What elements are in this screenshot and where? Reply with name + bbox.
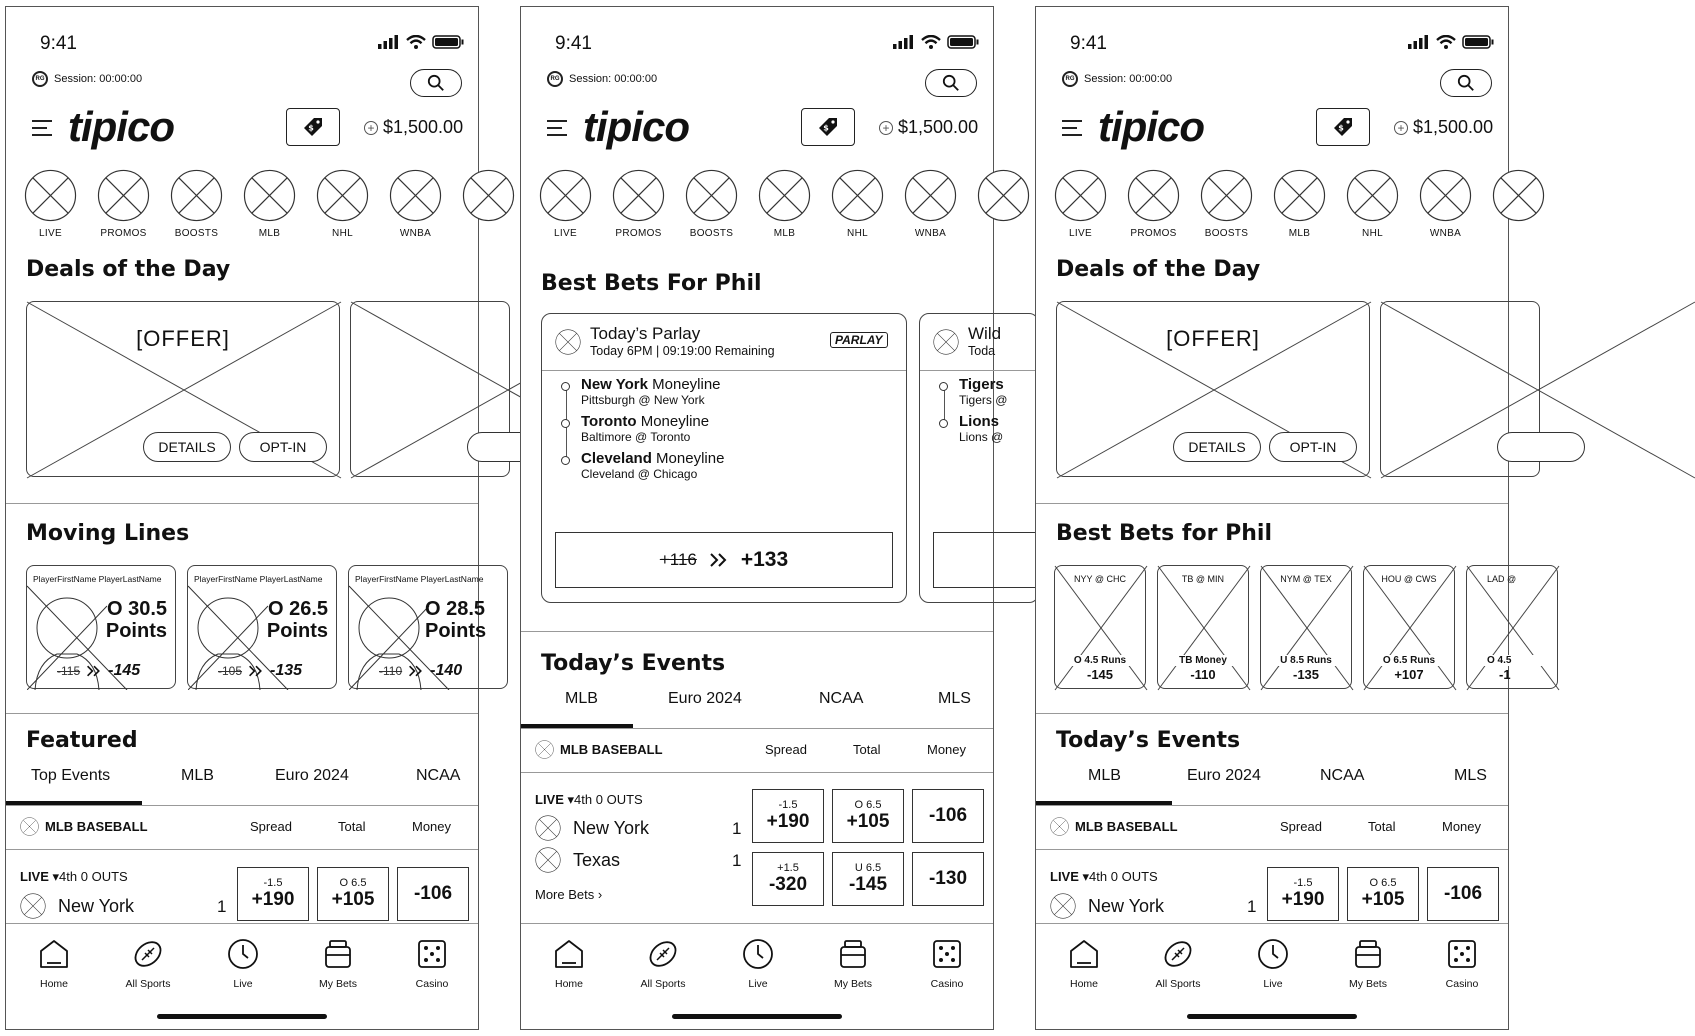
rg-badge-icon: RG	[32, 71, 48, 87]
todays-events-title: Today’s Events	[1056, 728, 1241, 753]
parlay-leg: Toronto Moneyline Baltimore @ Toronto	[561, 413, 724, 444]
menu-icon[interactable]	[1062, 120, 1082, 141]
odds-change: -110 -140	[379, 662, 463, 679]
divider	[1036, 849, 1508, 850]
balance[interactable]	[1394, 117, 1493, 138]
best-bets-title: Best Bets For Phil	[541, 271, 762, 296]
quick-link-nhl[interactable]: NHL	[1346, 169, 1399, 239]
tab-mlb[interactable]: MLB	[181, 767, 214, 784]
placeholder-icon	[612, 169, 665, 222]
wifi-icon	[921, 35, 941, 49]
team-score: 1	[732, 819, 742, 838]
quick-link-wnba[interactable]: WNBA	[389, 169, 442, 239]
clock-icon	[1257, 938, 1289, 970]
league-header: MLB BASEBALL Spread Total Money	[535, 740, 981, 759]
tipico-logo[interactable]: tipico	[583, 103, 689, 150]
placeholder-icon	[389, 169, 442, 222]
wifi-icon	[406, 35, 426, 49]
team-score: 1	[732, 851, 742, 870]
moving-line-card[interactable]	[187, 565, 337, 689]
money-odds-button[interactable]: -106	[1427, 867, 1499, 921]
bottom-nav	[521, 923, 993, 1029]
quick-link-live[interactable]: LIVE	[539, 169, 592, 239]
dice-icon	[931, 938, 963, 970]
col-spread: Spread	[765, 742, 807, 757]
placeholder-icon	[24, 169, 77, 222]
nav-live[interactable]: Live	[1238, 938, 1308, 990]
moving-line-card[interactable]	[26, 565, 176, 689]
parlay-title: Today’s Parlay	[590, 324, 701, 343]
offer-card[interactable]	[1380, 301, 1540, 477]
quick-link-mlb[interactable]: MLB	[243, 169, 296, 239]
player-name: PlayerFirstName PlayerLastName	[33, 574, 162, 584]
live-status: LIVE ▾4th 0 OUTS	[535, 792, 643, 807]
parlay-card[interactable]: Wild Toda Tigers Tigers @ Lions Lions @	[919, 313, 1039, 603]
status-icons	[1408, 35, 1494, 49]
add-funds-icon[interactable]: +	[1394, 121, 1408, 135]
opt-in-button[interactable]: OPT-IN	[239, 432, 327, 462]
tab-mls[interactable]: MLS	[938, 690, 971, 707]
team-logo-icon	[535, 847, 561, 873]
search-icon	[427, 74, 445, 92]
quick-link-wnba[interactable]: WNBA	[1419, 169, 1472, 239]
quick-links	[1054, 169, 1545, 239]
live-status: LIVE ▾4th 0 OUTS	[20, 869, 128, 884]
placeholder-icon	[1127, 169, 1180, 222]
nav-all-sports[interactable]: All Sports	[1143, 938, 1213, 990]
status-icons	[893, 35, 979, 49]
col-money: Money	[1442, 819, 1482, 834]
tag-icon	[1331, 115, 1355, 139]
divider	[6, 849, 478, 850]
home-indicator	[157, 1014, 327, 1019]
home-icon	[1068, 938, 1100, 970]
col-total: Total	[1368, 819, 1396, 834]
signal-icon	[1408, 35, 1430, 49]
offer-card[interactable]	[350, 301, 510, 477]
parlay-icon	[933, 329, 959, 355]
deals-title: Deals of the Day	[1056, 257, 1261, 282]
quick-link-mlb[interactable]: MLB	[758, 169, 811, 239]
best-bet-card[interactable]: NYY @ CHC O 4.5 Runs -145	[1054, 565, 1146, 689]
offer-title: [OFFER]	[1166, 326, 1260, 351]
team-row[interactable]: Texas	[535, 847, 620, 873]
search-button[interactable]	[925, 69, 977, 97]
nav-home[interactable]: Home	[1049, 938, 1119, 990]
quick-link-wnba[interactable]: WNBA	[904, 169, 957, 239]
nav-all-sports[interactable]: All Sports	[113, 938, 183, 990]
quick-link-live[interactable]: LIVE	[24, 169, 77, 239]
phone-screen-home	[5, 6, 487, 1030]
quick-link-more[interactable]	[1492, 169, 1545, 239]
quick-link-boosts[interactable]: BOOSTS	[685, 169, 738, 239]
football-icon	[132, 938, 164, 970]
placeholder-icon	[170, 169, 223, 222]
quick-link-nhl[interactable]: NHL	[316, 169, 369, 239]
quick-link-promos[interactable]: PROMOS	[1127, 169, 1180, 239]
divider	[6, 805, 478, 806]
spread-odds-button[interactable]: -1.5 +190	[1267, 867, 1339, 921]
divider	[920, 370, 1038, 371]
total-odds-button[interactable]: O 6.5 +105	[1347, 867, 1419, 921]
nav-home[interactable]: Home	[534, 938, 604, 990]
best-bet-card[interactable]: LAD @ O 4.5 -1	[1466, 565, 1558, 689]
placeholder-icon	[243, 169, 296, 222]
quick-link-promos[interactable]: PROMOS	[97, 169, 150, 239]
more-bets-link[interactable]: More Bets ›	[535, 887, 603, 902]
tipico-logo[interactable]: tipico	[1098, 103, 1204, 150]
nav-casino[interactable]: Casino	[1427, 938, 1497, 990]
placeholder-icon	[97, 169, 150, 222]
moving-line-card[interactable]	[348, 565, 508, 689]
tab-euro-2024[interactable]: Euro 2024	[275, 767, 349, 784]
opt-in-button[interactable]: OPT-IN	[1269, 432, 1357, 462]
divider	[521, 631, 993, 632]
tab-mlb[interactable]: MLB	[565, 690, 598, 707]
best-bet-card[interactable]: HOU @ CWS O 6.5 Runs +107	[1363, 565, 1455, 689]
balance[interactable]	[879, 117, 978, 138]
team-score: 1	[1247, 897, 1257, 916]
placeholder-icon	[685, 169, 738, 222]
tab-ncaa[interactable]: NCAA	[416, 767, 461, 784]
battery-icon	[432, 35, 464, 49]
promo-tag-button[interactable]	[1316, 108, 1370, 146]
quick-link-more[interactable]	[977, 169, 1030, 239]
quick-link-mlb[interactable]: MLB	[1273, 169, 1326, 239]
placeholder-icon	[1346, 169, 1399, 222]
balance-amount: $1,500.00	[383, 117, 464, 137]
football-icon	[647, 938, 679, 970]
chevrons-right-icon	[408, 664, 424, 678]
tab-mlb[interactable]: MLB	[1088, 767, 1121, 784]
session-timer	[1062, 71, 1172, 87]
tab-euro-2024[interactable]: Euro 2024	[1187, 767, 1261, 784]
divider	[1036, 503, 1508, 504]
todays-events-title: Today’s Events	[541, 651, 726, 676]
parlay-leg: Lions Lions @	[939, 413, 1007, 444]
best-bet-card[interactable]: NYM @ TEX U 8.5 Runs -135	[1260, 565, 1352, 689]
search-icon	[942, 74, 960, 92]
parlay-card[interactable]	[541, 313, 907, 603]
details-button[interactable]: DETAILS	[143, 432, 231, 462]
live-status: LIVE ▾4th 0 OUTS	[1050, 869, 1158, 884]
divider	[1036, 713, 1508, 714]
search-icon	[1457, 74, 1475, 92]
col-total: Total	[853, 742, 881, 757]
placeholder-icon	[977, 169, 1030, 222]
session-label: Session: 00:00:00	[54, 73, 143, 85]
balance-amount: $1,500.00	[898, 117, 979, 137]
placeholder-icon	[758, 169, 811, 222]
placeholder-icon	[316, 169, 369, 222]
placeholder-icon	[1054, 169, 1107, 222]
phone-screen-best-bets	[520, 6, 1008, 1030]
placeholder-icon	[1200, 169, 1253, 222]
bets-icon	[322, 938, 354, 970]
tag-icon	[301, 115, 325, 139]
placeholder-icon	[831, 169, 884, 222]
spread-odds-button[interactable]: +1.5 -320	[752, 852, 824, 906]
football-icon	[1162, 938, 1194, 970]
league-icon	[1050, 817, 1069, 836]
balance-amount: $1,500.00	[1413, 117, 1494, 137]
nav-home[interactable]: Home	[19, 938, 89, 990]
parlay-leg: Cleveland Moneyline Cleveland @ Chicago	[561, 450, 724, 481]
quick-links	[539, 169, 1030, 239]
add-funds-icon[interactable]: +	[364, 121, 378, 135]
nav-all-sports[interactable]: All Sports	[628, 938, 698, 990]
money-odds-button[interactable]: -106	[912, 789, 984, 843]
tab-euro-2024[interactable]: Euro 2024	[668, 690, 742, 707]
league-icon	[535, 740, 554, 759]
quick-link-nhl[interactable]: NHL	[831, 169, 884, 239]
quick-links	[24, 169, 515, 239]
team-logo-icon	[535, 815, 561, 841]
nav-casino[interactable]: Casino	[397, 938, 467, 990]
total-odds-button[interactable]: O 6.5 +105	[832, 789, 904, 843]
money-odds-button[interactable]: -130	[912, 852, 984, 906]
parlay-icon	[555, 329, 581, 355]
rg-badge-icon: RG	[547, 71, 563, 87]
chevrons-right-icon	[86, 664, 102, 678]
divider	[521, 728, 993, 729]
total-odds-button[interactable]: U 6.5 -145	[832, 852, 904, 906]
details-button[interactable]: DETAILS	[1173, 432, 1261, 462]
signal-icon	[378, 35, 400, 49]
clock-icon	[227, 938, 259, 970]
balance[interactable]	[364, 117, 463, 138]
total-odds-button[interactable]: O 6.5 +105	[317, 867, 389, 921]
battery-icon	[1462, 35, 1494, 49]
team-row[interactable]: New York	[20, 893, 134, 919]
home-icon	[38, 938, 70, 970]
rg-badge-icon: RG	[1062, 71, 1078, 87]
odds-change: -105 -135	[218, 662, 303, 679]
team-score: 1	[217, 897, 227, 916]
prop-line: O 26.5 Points	[266, 598, 328, 642]
bottom-nav	[6, 923, 478, 1029]
add-funds-icon[interactable]: +	[879, 121, 893, 135]
search-button[interactable]	[1440, 69, 1492, 97]
league-header: MLB BASEBALL Spread Total Money	[20, 817, 466, 836]
bets-icon	[1352, 938, 1384, 970]
parlay-legs	[561, 376, 724, 487]
player-name: PlayerFirstName PlayerLastName	[355, 574, 484, 584]
deals-title: Deals of the Day	[26, 257, 231, 282]
status-time: 9:41	[555, 33, 592, 54]
col-spread: Spread	[1280, 819, 1322, 834]
tab-ncaa[interactable]: NCAA	[819, 690, 864, 707]
placeholder-icon	[904, 169, 957, 222]
phone-screen-home-alt	[1035, 6, 1517, 1030]
quick-link-live[interactable]: LIVE	[1054, 169, 1107, 239]
team-row[interactable]: New York	[1050, 893, 1164, 919]
status-icons	[378, 35, 464, 49]
menu-icon[interactable]	[547, 120, 567, 141]
chevrons-right-icon	[248, 664, 264, 678]
battery-icon	[947, 35, 979, 49]
col-money: Money	[927, 742, 967, 757]
offer-card[interactable]	[1056, 301, 1370, 477]
tab-top-events[interactable]: Top Events	[31, 767, 111, 784]
tag-icon	[816, 115, 840, 139]
chevrons-right-icon	[709, 552, 729, 568]
quick-link-boosts[interactable]: BOOSTS	[170, 169, 223, 239]
offer-title: [OFFER]	[136, 326, 230, 351]
league-icon	[20, 817, 39, 836]
divider	[542, 370, 906, 371]
home-indicator	[672, 1014, 842, 1019]
status-time: 9:41	[1070, 33, 1107, 54]
nav-live[interactable]: Live	[208, 938, 278, 990]
prop-line: O 28.5 Points	[425, 598, 487, 642]
nav-my-bets[interactable]: My Bets	[1333, 938, 1403, 990]
placeholder-icon	[462, 169, 515, 222]
placeholder-icon	[1492, 169, 1545, 222]
best-bet-card[interactable]: TB @ MIN TB Money -110	[1157, 565, 1249, 689]
tab-mls[interactable]: MLS	[1454, 767, 1487, 784]
promo-tag-button[interactable]	[801, 108, 855, 146]
quick-link-promos[interactable]: PROMOS	[612, 169, 665, 239]
search-button[interactable]	[410, 69, 462, 97]
player-name: PlayerFirstName PlayerLastName	[194, 574, 323, 584]
wifi-icon	[1436, 35, 1456, 49]
tab-ncaa[interactable]: NCAA	[1320, 767, 1365, 784]
home-indicator	[1187, 1014, 1357, 1019]
dice-icon	[1446, 938, 1478, 970]
col-total: Total	[338, 819, 366, 834]
details-button[interactable]	[1497, 432, 1585, 462]
home-icon	[553, 938, 585, 970]
signal-icon	[893, 35, 915, 49]
session-timer	[547, 71, 657, 87]
quick-link-boosts[interactable]: BOOSTS	[1200, 169, 1253, 239]
placeholder-icon	[1419, 169, 1472, 222]
divider	[1036, 805, 1508, 806]
placeholder-icon	[1273, 169, 1326, 222]
session-label: Session: 00:00:00	[1084, 73, 1173, 85]
parlay-leg: Tigers Tigers @	[939, 376, 1007, 407]
session-timer	[32, 71, 142, 87]
divider	[6, 503, 478, 504]
quick-link-more[interactable]	[462, 169, 515, 239]
parlay-legs	[939, 376, 1007, 450]
divider	[6, 713, 478, 714]
spread-odds-button[interactable]: -1.5 +190	[752, 789, 824, 843]
moving-lines-title: Moving Lines	[26, 521, 190, 546]
bottom-nav	[1036, 923, 1508, 1029]
placeholder-icon	[539, 169, 592, 222]
nav-my-bets[interactable]: My Bets	[818, 938, 888, 990]
odds-change: -115 -145	[57, 662, 141, 679]
parlay-subtitle: Today 6PM | 09:19:00 Remaining	[590, 344, 775, 358]
col-money: Money	[412, 819, 452, 834]
league-header: MLB BASEBALL Spread Total Money	[1050, 817, 1496, 836]
col-spread: Spread	[250, 819, 292, 834]
prop-line: O 30.5 Points	[105, 598, 167, 642]
tipico-logo[interactable]: tipico	[68, 103, 174, 150]
nav-casino[interactable]: Casino	[912, 938, 982, 990]
dice-icon	[416, 938, 448, 970]
status-time: 9:41	[40, 33, 77, 54]
clock-icon	[742, 938, 774, 970]
money-odds-button[interactable]: -106	[397, 867, 469, 921]
team-logo-icon	[1050, 893, 1076, 919]
offer-card[interactable]	[26, 301, 340, 477]
team-row[interactable]: New York	[535, 815, 649, 841]
promo-tag-button[interactable]	[286, 108, 340, 146]
parlay-odds-button[interactable]: +116 +133	[555, 532, 893, 588]
featured-title: Featured	[26, 728, 138, 753]
spread-odds-button[interactable]: -1.5 +190	[237, 867, 309, 921]
menu-icon[interactable]	[32, 120, 52, 141]
nav-my-bets[interactable]: My Bets	[303, 938, 373, 990]
divider	[521, 772, 993, 773]
nav-live[interactable]: Live	[723, 938, 793, 990]
team-logo-icon	[20, 893, 46, 919]
best-bets-title: Best Bets for Phil	[1056, 521, 1272, 546]
session-label: Session: 00:00:00	[569, 73, 658, 85]
parlay-leg: New York Moneyline Pittsburgh @ New York	[561, 376, 724, 407]
parlay-badge: PARLAY	[830, 332, 888, 348]
bets-icon	[837, 938, 869, 970]
